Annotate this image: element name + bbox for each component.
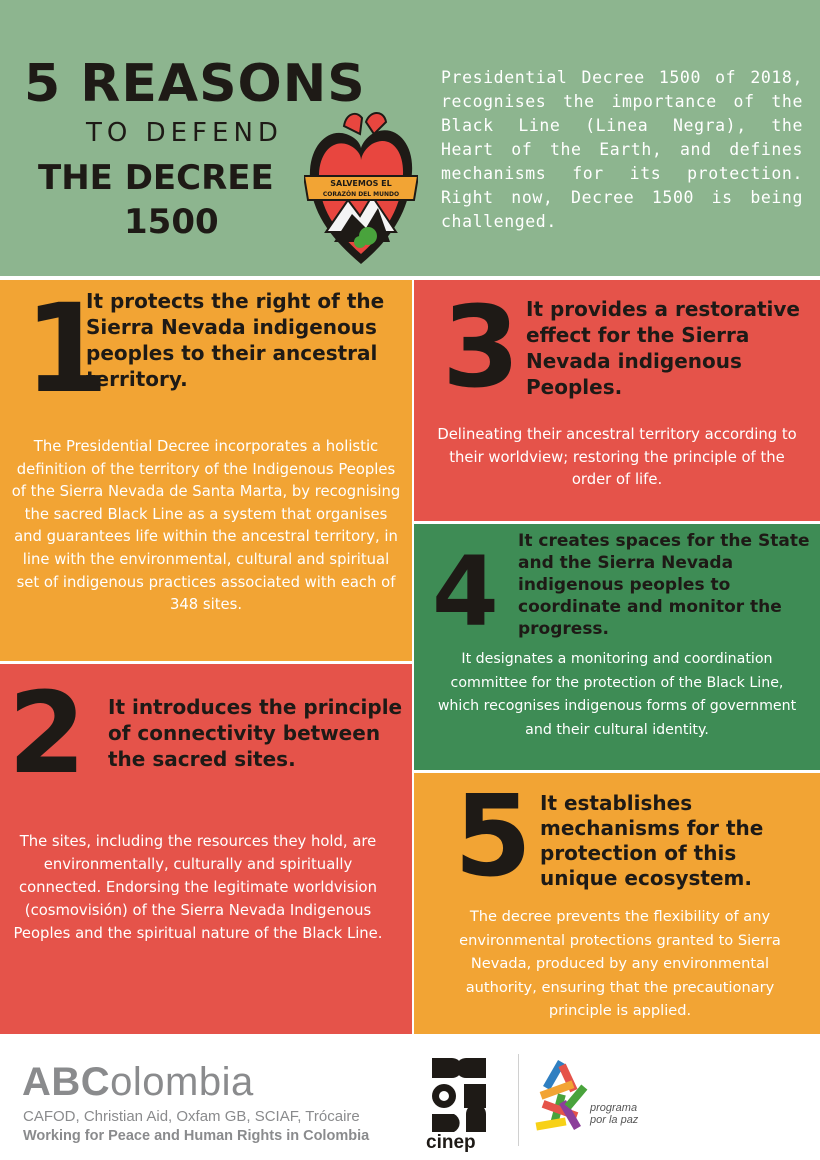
footer-divider <box>518 1054 519 1146</box>
title-to-defend: TO DEFEND <box>86 118 283 148</box>
reason-4-body: It designates a monitoring and coordination committee for the protection of the Black Line, which recognises indigenous forms of government and their cultural identity. <box>437 651 797 738</box>
programa-por-la-paz-logo-icon <box>532 1056 616 1142</box>
reason-4-panel <box>414 524 820 770</box>
reason-5-body: The decree prevents the flexibility of any environmental protections granted to Sierra Nevada, produced by any environmental authority, ensuring that the precautionary principle is applied. <box>459 908 781 1019</box>
reason-2-body: The sites, including the resources they hold, are environmentally, culturally and spiritually connected. Endorsing the legitimate worldvision (cosmovisión) of the Sierra Nevada Indigenous Peoples and the spiritual nature of the Black Line. <box>13 833 383 942</box>
abcolombia-logo <box>22 1060 254 1105</box>
reason-4-number: 4 <box>432 536 499 648</box>
abcolombia-members: CAFOD, Christian Aid, Oxfam GB, SCIAF, Trócaire <box>23 1108 360 1125</box>
reason-3-number: 3 <box>442 283 520 413</box>
reason-1-panel <box>0 280 412 661</box>
title-the-decree: THE DECREE <box>38 158 274 198</box>
title-decree-number: 1500 <box>124 202 219 242</box>
reason-1-heading: It protects the right of the Sierra Nevada indigenous peoples to their ancestral territory. <box>86 289 385 391</box>
reason-5-number: 5 <box>454 773 532 902</box>
svg-text:CORAZÓN DEL MUNDO: CORAZÓN DEL MUNDO <box>322 191 400 198</box>
heart-of-the-world-logo <box>304 104 418 270</box>
reason-3-panel <box>414 280 820 521</box>
title-five-reasons: 5 REASONS <box>24 54 366 114</box>
reason-4-heading: It creates spaces for the State and the Sierra Nevada indigenous peoples to coordinate and monitor the progress. <box>518 531 810 639</box>
footer <box>0 1034 820 1160</box>
cinep-label: cinep <box>426 1132 476 1153</box>
intro-paragraph: Presidential Decree 1500 of 2018, recognises the importance of the Black Line (Linea Negra), the Heart of the Earth, and defines mechanisms for its protection. Right now, Decree 1500 is being challenged. <box>441 68 803 231</box>
reason-2-heading: It introduces the principle of connectivity between the sacred sites. <box>108 695 403 771</box>
reason-2-panel <box>0 664 412 1034</box>
header-banner <box>0 0 820 276</box>
cinep-logo-icon <box>424 1052 496 1134</box>
abcolombia-tagline: Working for Peace and Human Rights in Colombia <box>23 1128 370 1144</box>
abcolombia-logo-bold: ABC <box>22 1060 111 1104</box>
reason-5-heading: It establishes mechanisms for the protection of this unique ecosystem. <box>540 791 764 890</box>
reason-2-number: 2 <box>8 669 86 799</box>
reason-3-body: Delineating their ancestral territory according to their worldview; restoring the principle of the order of life. <box>437 426 797 489</box>
heart-logo-text: SALVEMOS EL <box>330 179 392 188</box>
programa-por-la-paz-label: programa por la paz <box>590 1102 639 1126</box>
reason-1-number: 1 <box>24 280 109 420</box>
reason-5-panel <box>414 773 820 1034</box>
abcolombia-logo-rest: olombia <box>110 1060 254 1104</box>
reason-3-heading: It provides a restorative effect for the Sierra Nevada indigenous Peoples. <box>526 297 800 399</box>
reason-1-body: The Presidential Decree incorporates a holistic definition of the territory of the Indigenous Peoples of the Sierra Nevada de Santa Marta, by recognising the sacred Black Line as a system that organises and guarantees life within the ancestral territory, in line with the environmental, cultural and spiritual set of indigenous practices associated with each of 348 sites. <box>11 438 401 614</box>
